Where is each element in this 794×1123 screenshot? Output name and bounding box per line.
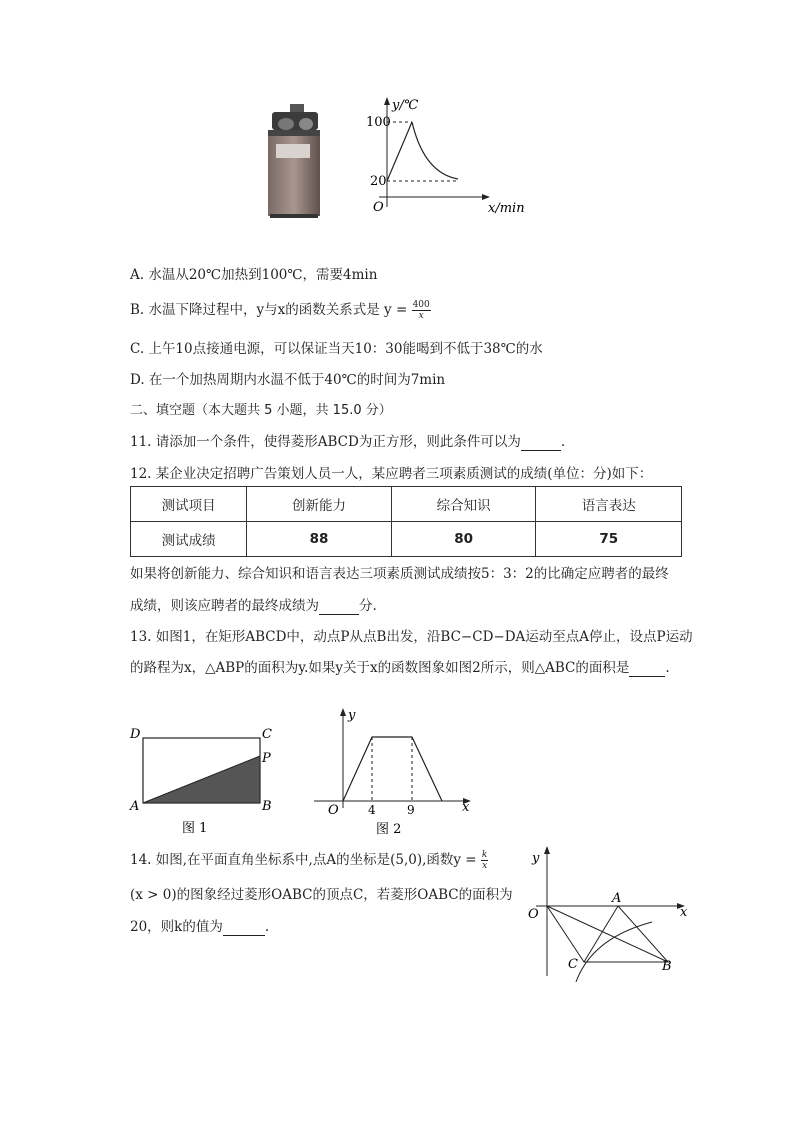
question-13-line2-text: 的路程为x，△ABP的面积为y.如果y关于x的函数图象如图2所示，则△ABC的面积是 (130, 660, 630, 676)
y-axis-arrow (340, 708, 346, 716)
origin-label: O (373, 200, 384, 215)
y-axis-arrow (384, 97, 390, 105)
section-heading: 二、填空题（本大题共 5 小题，共 15.0 分） (130, 403, 392, 418)
y-axis-arrow (544, 846, 550, 854)
label-c: C (262, 727, 272, 742)
question-14-line1 (130, 848, 488, 871)
temperature-graph (366, 95, 531, 220)
question-14-denominator: x (482, 861, 488, 871)
question-12-line2-end: 分. (359, 598, 377, 614)
y-axis-label: y/℃ (392, 98, 419, 113)
question-12-line2-text: 成绩，则该应聘者的最终成绩为 (130, 598, 319, 614)
label-a: A (130, 799, 140, 814)
tick-4: 4 (368, 803, 376, 817)
tick-20: 20 (370, 174, 387, 189)
option-b-denominator: x (418, 311, 424, 321)
label-d: D (130, 727, 141, 742)
option-b (130, 298, 431, 321)
table-cell: 创新能力 (247, 487, 392, 522)
option-d: D. 在一个加热周期内水温不低于40℃的时间为7min (130, 372, 446, 388)
table-cell: 88 (247, 522, 392, 557)
question-12-line2 (130, 594, 377, 615)
tick-9: 9 (407, 803, 415, 817)
question-13-line2 (130, 656, 670, 677)
question-14-numerator: k (481, 850, 488, 860)
label-b: B (662, 959, 672, 974)
diagonal-ac (584, 906, 618, 962)
table-cell: 测试成绩 (131, 522, 247, 557)
score-table (130, 486, 682, 557)
y-axis-label: y (532, 851, 540, 866)
question-14-fraction (481, 850, 488, 871)
function-graph (343, 737, 442, 801)
x-axis-arrow (482, 194, 490, 200)
question-12-line1: 如果将创新能力、综合知识和语言表达三项素质测试成绩按5：3：2的比确定应聘者的最终 (130, 566, 669, 582)
label-a: A (612, 891, 622, 906)
table-cell: 80 (391, 522, 536, 557)
question-14-line3 (130, 915, 269, 936)
table-cell: 75 (536, 522, 682, 557)
option-c: C. 上午10点接通电源，可以保证当天10：30能喝到不低于38℃的水 (130, 341, 543, 357)
figure-2 (310, 703, 480, 838)
x-axis-label: x (462, 800, 470, 815)
tick-100: 100 (366, 115, 391, 130)
label-p: P (262, 751, 271, 766)
question-13-end: . (665, 660, 670, 676)
figure-1 (126, 724, 281, 836)
cooling-curve (412, 122, 458, 179)
figure-3 (522, 842, 697, 982)
label-c: C (568, 957, 578, 972)
figure-2-caption: 图 2 (376, 822, 402, 837)
table-cell: 语言表达 (536, 487, 682, 522)
question-14-text: 14. 如图,在平面直角坐标系中,点A的坐标是(5,0),函数y = (130, 852, 477, 868)
question-14-line2: (x > 0)的图象经过菱形OABC的顶点C，若菱形OABC的面积为 (130, 887, 513, 903)
answer-blank-13 (629, 660, 665, 677)
water-dispenser-image (262, 104, 328, 218)
question-11-text: 11. 请添加一个条件，使得菱形ABCD为正方形，则此条件可以为 (130, 434, 521, 450)
question-11 (130, 430, 565, 451)
origin-label: O (528, 907, 539, 922)
question-14-line3-text: 20，则k的值为 (130, 919, 223, 935)
answer-blank-11 (521, 434, 561, 451)
question-12-intro: 12. 某企业决定招聘广告策划人员一人，某应聘者三项素质测试的成绩(单位：分)如下： (130, 466, 653, 482)
x-axis-label: x/min (488, 201, 525, 216)
table-cell: 测试项目 (131, 487, 247, 522)
table-header-row (131, 487, 682, 522)
option-b-text: B. 水温下降过程中，y与x的函数关系式是 y = (130, 302, 408, 318)
origin-label: O (328, 803, 339, 818)
y-axis-label: y (348, 708, 356, 723)
label-b: B (262, 799, 272, 814)
x-axis-label: x (680, 905, 688, 920)
table-cell: 综合知识 (391, 487, 536, 522)
answer-blank-14 (223, 919, 265, 936)
answer-blank-12 (319, 598, 359, 615)
triangle-abp (143, 756, 260, 803)
option-b-fraction (412, 300, 431, 321)
question-11-end: . (560, 434, 566, 450)
option-b-numerator: 400 (412, 300, 430, 310)
question-13-line1: 13. 如图1，在矩形ABCD中，动点P从点B出发，沿BC−CD−DA运动至点A停止，设点P运动 (130, 629, 693, 645)
option-a: A. 水温从20℃加热到100℃，需要4min (130, 267, 378, 283)
heating-line (387, 122, 412, 181)
question-14-line3-end: . (264, 919, 270, 935)
table-row (131, 522, 682, 557)
figure-1-caption: 图 1 (182, 821, 208, 836)
